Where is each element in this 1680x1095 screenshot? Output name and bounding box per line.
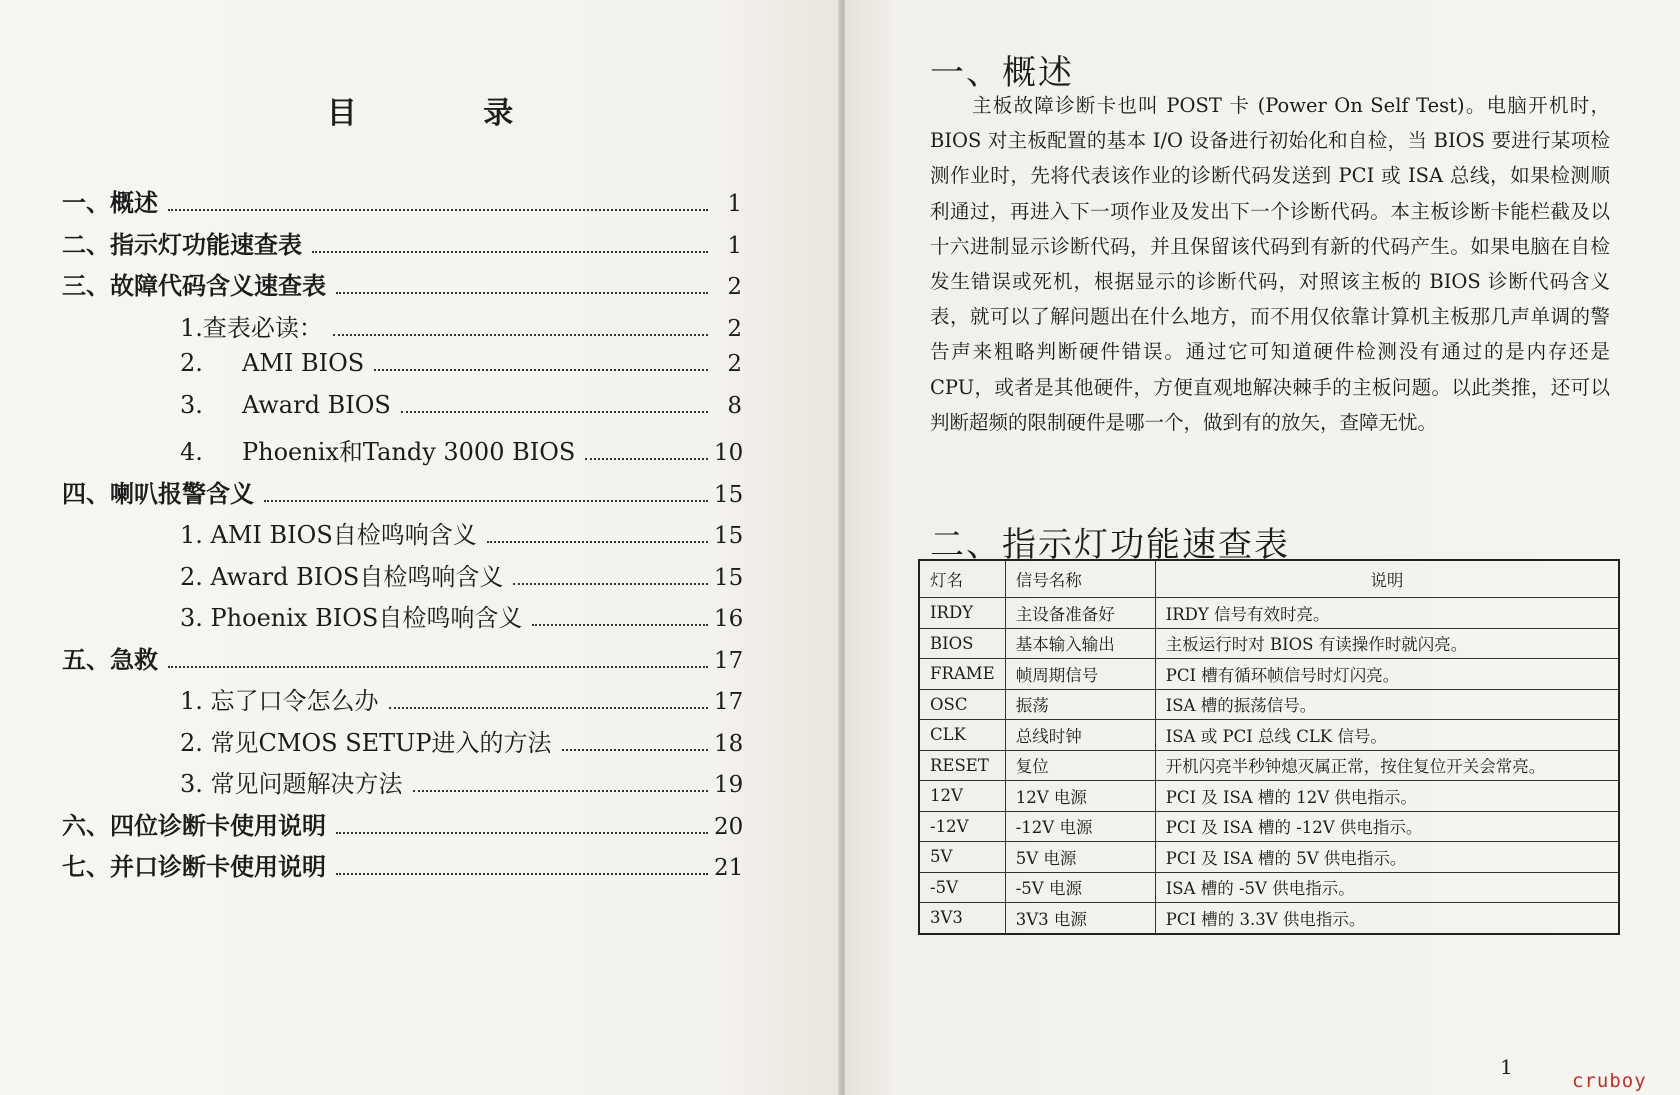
toc-leader-dots	[487, 541, 708, 543]
description-cell: 主板运行时对 BIOS 有读操作时就闪亮。	[1155, 628, 1619, 659]
toc-leader-dots	[336, 292, 708, 294]
toc-entry-label: 2. Award BIOS自检鸣响含义	[180, 562, 504, 591]
led-name-cell: BIOS	[919, 628, 1005, 659]
description-cell: IRDY 信号有效时亮。	[1155, 598, 1619, 629]
description-cell: PCI 及 ISA 槽的 5V 供电指示。	[1155, 842, 1619, 873]
signal-name-cell: 帧周期信号	[1005, 659, 1155, 690]
toc-entry	[62, 183, 742, 225]
toc-entry-page: 16	[714, 606, 744, 632]
toc-entry-label: Award BIOS	[242, 390, 391, 419]
toc-leader-dots	[333, 334, 708, 336]
toc-entry-label: AMI BIOS	[242, 349, 365, 377]
toc-leader-dots	[585, 458, 708, 460]
toc-leader-dots	[336, 873, 708, 875]
toc-entry	[62, 225, 742, 267]
table-row	[919, 598, 1619, 629]
table-row	[919, 811, 1619, 842]
toc-entry-page: 2	[727, 315, 742, 342]
description-cell: PCI 及 ISA 槽的 -12V 供电指示。	[1155, 811, 1619, 842]
led-name-cell: -12V	[919, 811, 1005, 842]
toc-entry-page: 1	[727, 191, 742, 217]
led-name-cell: 5V	[919, 842, 1005, 873]
toc-entry-page: 21	[714, 855, 744, 881]
toc-entry	[62, 391, 742, 433]
toc-entry-page: 8	[727, 392, 742, 419]
watermark: cruboy	[1572, 1070, 1647, 1092]
led-name-cell: IRDY	[919, 598, 1005, 629]
toc-entry-page: 2	[727, 274, 742, 300]
toc-entry-label: 3. 常见问题解决方法	[180, 770, 403, 798]
toc-entry-page: 15	[714, 564, 744, 591]
toc-entry-label: 一、概述	[62, 188, 158, 217]
toc-leader-dots	[264, 500, 708, 502]
table-row	[919, 750, 1619, 781]
overview-body	[930, 88, 1610, 440]
description-cell: PCI 及 ISA 槽的 12V 供电指示。	[1155, 781, 1619, 812]
toc-entry-label: 1.查表必读：	[180, 313, 323, 342]
table-row	[919, 842, 1619, 873]
toc-entry-page: 1	[727, 232, 742, 259]
overview-paragraph: 主板故障诊断卡也叫 POST 卡 (Power On Self Test)。电脑开机时，BIOS 对主板配置的基本 I/O 设备进行初始化和自检，当 BIOS 要进行某项检测作业时，先将代表该作业的诊断代码发送到 PCI 或 ISA 总线，如果检测顺利通过，再进入下一项作业及发出下一个诊断代码。本主板诊断卡能栏截及以十六进制显示诊断代码，并且保留该代码到有新的代码产生。如果电脑在自检发生错误或死机，根据显示的诊断代码，对照该主板的 BIOS 诊断代码含义表，就可以了解问题出在什么地方，而不用仅依靠计算机主板那几声单调的警告声来粗略判断硬件错误。通过它可知道硬件检测没有通过的是内存还是 CPU，或者是其他硬件，方便直观地解决棘手的主板问题。以此类推，还可以判断超频的限制硬件是哪一个，做到有的放矢，查障无忧。	[930, 94, 1610, 434]
table-row	[919, 659, 1619, 690]
led-section-heading: 二、指示灯功能速查表	[930, 525, 1290, 565]
signal-name-cell: -12V 电源	[1005, 811, 1155, 842]
description-cell: PCI 槽有循环帧信号时灯闪亮。	[1155, 659, 1619, 690]
toc-entry	[62, 266, 742, 308]
toc-leader-dots	[374, 369, 708, 371]
signal-name-cell: 12V 电源	[1005, 781, 1155, 812]
toc-entry	[62, 557, 742, 599]
table-header-row	[919, 560, 1619, 598]
toc-entry	[62, 847, 742, 889]
table-row	[919, 628, 1619, 659]
table-row	[919, 781, 1619, 812]
toc-entry	[62, 598, 742, 640]
toc-entry-page: 20	[714, 813, 744, 840]
toc-entry-label: 1. 忘了口令怎么办	[180, 687, 379, 715]
page-number: 1	[1500, 1055, 1513, 1079]
toc-entry-label: 三、故障代码含义速查表	[62, 271, 326, 300]
toc-entry	[62, 432, 742, 474]
toc-entry	[62, 640, 742, 682]
toc-leader-dots	[168, 666, 708, 668]
description-cell: ISA 或 PCI 总线 CLK 信号。	[1155, 720, 1619, 751]
led-name-cell: RESET	[919, 750, 1005, 781]
led-name-cell: -5V	[919, 872, 1005, 903]
toc-entry	[62, 308, 742, 350]
toc-entry-label: 二、指示灯功能速查表	[62, 229, 302, 259]
toc-entry-page: 17	[714, 689, 744, 715]
toc-title: 目 录	[326, 96, 572, 131]
toc-entry-page: 19	[714, 772, 744, 798]
toc-entry	[62, 764, 742, 806]
signal-name-cell: 5V 电源	[1005, 842, 1155, 873]
toc-entry-label: 四、喇叭报警含义	[62, 478, 254, 508]
table-row	[919, 689, 1619, 720]
toc-entry-label: 1. AMI BIOS自检鸣响含义	[180, 521, 477, 549]
toc-entry	[62, 806, 742, 848]
toc-entry-number: 3.	[180, 390, 203, 419]
signal-name-cell: 振荡	[1005, 689, 1155, 720]
signal-name-cell: 复位	[1005, 750, 1155, 781]
toc-leader-dots	[532, 624, 708, 626]
toc-leader-dots	[312, 251, 708, 253]
overview-heading: 一、概述	[930, 53, 1074, 93]
description-cell: 开机闪亮半秒钟熄灭属正常，按住复位开关会常亮。	[1155, 750, 1619, 781]
header-led-name: 灯名	[919, 560, 1005, 598]
signal-name-cell: -5V 电源	[1005, 872, 1155, 903]
toc-entry-number: 2.	[180, 349, 203, 377]
toc-entry	[62, 681, 742, 723]
toc-entry-label: Phoenix和Tandy 3000 BIOS	[242, 438, 576, 466]
led-name-cell: CLK	[919, 720, 1005, 751]
toc-entry-page: 2	[727, 351, 742, 377]
toc-entry-page: 10	[714, 440, 744, 466]
toc-list	[62, 183, 742, 889]
toc-entry-label: 2. 常见CMOS SETUP进入的方法	[180, 728, 552, 757]
description-cell: ISA 槽的振荡信号。	[1155, 689, 1619, 720]
led-name-cell: OSC	[919, 689, 1005, 720]
signal-name-cell: 3V3 电源	[1005, 903, 1155, 934]
table-row	[919, 903, 1619, 934]
led-name-cell: FRAME	[919, 659, 1005, 690]
toc-entry-label: 六、四位诊断卡使用说明	[62, 810, 326, 840]
header-description: 说明	[1155, 560, 1619, 598]
toc-entry-label: 3. Phoenix BIOS自检鸣响含义	[180, 604, 523, 632]
toc-entry	[62, 349, 742, 391]
signal-name-cell: 总线时钟	[1005, 720, 1155, 751]
toc-leader-dots	[513, 583, 708, 585]
toc-entry-number: 4.	[180, 438, 203, 466]
toc-leader-dots	[401, 411, 708, 413]
description-cell: PCI 槽的 3.3V 供电指示。	[1155, 903, 1619, 934]
table-row	[919, 720, 1619, 751]
toc-entry-page: 18	[714, 730, 744, 757]
toc-leader-dots	[168, 209, 708, 211]
led-name-cell: 12V	[919, 781, 1005, 812]
signal-name-cell: 主设备准备好	[1005, 598, 1155, 629]
signal-name-cell: 基本输入输出	[1005, 628, 1155, 659]
led-name-cell: 3V3	[919, 903, 1005, 934]
toc-entry-page: 15	[714, 481, 744, 508]
toc-leader-dots	[413, 790, 708, 792]
toc-leader-dots	[562, 749, 708, 751]
toc-entry-page: 17	[714, 647, 744, 674]
toc-entry	[62, 474, 742, 516]
toc-entry-label: 五、急救	[62, 644, 158, 674]
header-signal-name: 信号名称	[1005, 560, 1155, 598]
toc-leader-dots	[336, 832, 708, 834]
toc-entry	[62, 515, 742, 557]
toc-leader-dots	[389, 707, 708, 709]
toc-entry	[62, 723, 742, 765]
description-cell: ISA 槽的 -5V 供电指示。	[1155, 872, 1619, 903]
toc-entry-page: 15	[714, 523, 744, 549]
table-row	[919, 872, 1619, 903]
toc-entry-label: 七、并口诊断卡使用说明	[62, 852, 326, 881]
led-function-table	[918, 559, 1620, 935]
